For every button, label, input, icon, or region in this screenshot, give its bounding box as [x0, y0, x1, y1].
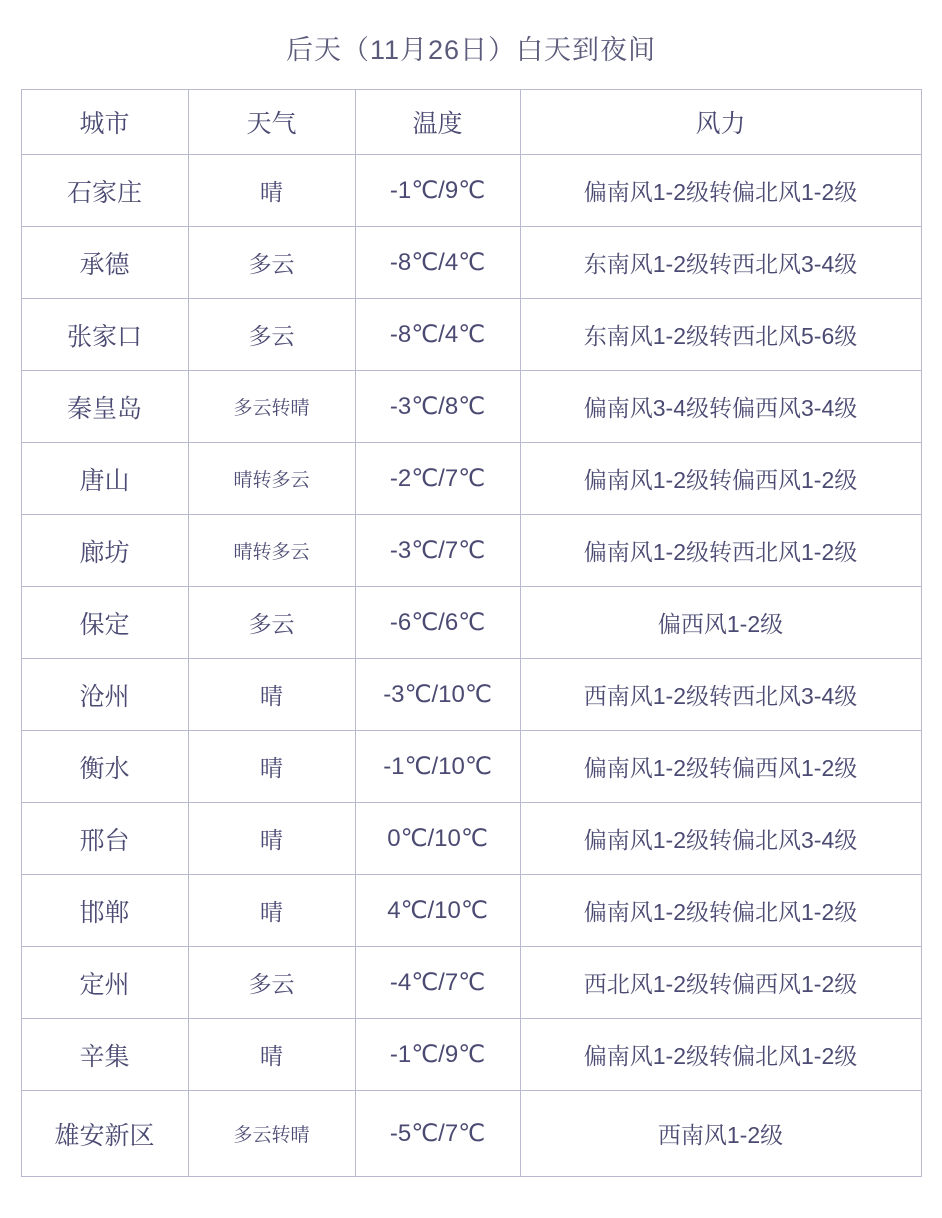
cell-wind: 东南风1-2级转西北风5-6级: [520, 299, 921, 371]
cell-temperature: -3℃/10℃: [355, 659, 520, 731]
cell-weather: 多云: [188, 299, 355, 371]
cell-city: 邯郸: [21, 875, 188, 947]
cell-city: 廊坊: [21, 515, 188, 587]
cell-wind: 东南风1-2级转西北风3-4级: [520, 227, 921, 299]
cell-city: 沧州: [21, 659, 188, 731]
cell-city: 雄安新区: [21, 1091, 188, 1177]
cell-temperature: -1℃/9℃: [355, 155, 520, 227]
table-row: [21, 155, 921, 227]
cell-temperature: -5℃/7℃: [355, 1091, 520, 1177]
table-row: [21, 803, 921, 875]
cell-temperature: -4℃/7℃: [355, 947, 520, 1019]
cell-wind: 偏南风1-2级转偏北风3-4级: [520, 803, 921, 875]
cell-city: 定州: [21, 947, 188, 1019]
table-row: [21, 659, 921, 731]
column-header-temperature: 温度: [355, 90, 520, 155]
cell-temperature: -3℃/8℃: [355, 371, 520, 443]
weather-table: [21, 89, 922, 1177]
cell-temperature: 0℃/10℃: [355, 803, 520, 875]
cell-weather: 多云: [188, 227, 355, 299]
cell-weather: 晴: [188, 659, 355, 731]
table-header: [21, 90, 921, 155]
cell-weather: 晴: [188, 875, 355, 947]
cell-weather: 多云: [188, 587, 355, 659]
column-header-city: 城市: [21, 90, 188, 155]
cell-city: 衡水: [21, 731, 188, 803]
table-row: [21, 515, 921, 587]
cell-weather: 晴: [188, 803, 355, 875]
cell-city: 石家庄: [21, 155, 188, 227]
cell-temperature: -8℃/4℃: [355, 299, 520, 371]
page-title: 后天（11月26日）白天到夜间: [285, 35, 657, 65]
table-row: [21, 875, 921, 947]
cell-wind: 偏南风1-2级转偏西风1-2级: [520, 731, 921, 803]
cell-wind: 偏南风1-2级转偏西风1-2级: [520, 443, 921, 515]
cell-wind: 西北风1-2级转偏西风1-2级: [520, 947, 921, 1019]
table-row: [21, 947, 921, 1019]
column-header-weather: 天气: [188, 90, 355, 155]
table-body: [21, 155, 921, 1177]
cell-weather: 晴: [188, 731, 355, 803]
cell-weather: 晴转多云: [188, 443, 355, 515]
cell-weather: 多云: [188, 947, 355, 1019]
table-row: [21, 443, 921, 515]
cell-city: 张家口: [21, 299, 188, 371]
cell-temperature: 4℃/10℃: [355, 875, 520, 947]
table-row: [21, 227, 921, 299]
cell-wind: 偏南风1-2级转偏北风1-2级: [520, 1019, 921, 1091]
table-header-row: [21, 90, 921, 155]
table-row: [21, 371, 921, 443]
table-row: [21, 299, 921, 371]
cell-temperature: -1℃/10℃: [355, 731, 520, 803]
cell-weather: 晴: [188, 1019, 355, 1091]
cell-temperature: -8℃/4℃: [355, 227, 520, 299]
table-row: [21, 587, 921, 659]
cell-wind: 偏西风1-2级: [520, 587, 921, 659]
cell-city: 辛集: [21, 1019, 188, 1091]
cell-weather: 多云转晴: [188, 1091, 355, 1177]
table-row: [21, 731, 921, 803]
cell-wind: 西南风1-2级: [520, 1091, 921, 1177]
cell-weather: 多云转晴: [188, 371, 355, 443]
cell-weather: 晴: [188, 155, 355, 227]
cell-wind: 偏南风1-2级转偏北风1-2级: [520, 875, 921, 947]
cell-weather: 晴转多云: [188, 515, 355, 587]
cell-temperature: -1℃/9℃: [355, 1019, 520, 1091]
cell-city: 邢台: [21, 803, 188, 875]
cell-temperature: -3℃/7℃: [355, 515, 520, 587]
column-header-wind: 风力: [520, 90, 921, 155]
cell-wind: 偏南风3-4级转偏西风3-4级: [520, 371, 921, 443]
table-row: [21, 1091, 921, 1177]
cell-city: 唐山: [21, 443, 188, 515]
cell-temperature: -2℃/7℃: [355, 443, 520, 515]
cell-city: 保定: [21, 587, 188, 659]
cell-city: 秦皇岛: [21, 371, 188, 443]
cell-city: 承德: [21, 227, 188, 299]
cell-wind: 西南风1-2级转西北风3-4级: [520, 659, 921, 731]
cell-wind: 偏南风1-2级转西北风1-2级: [520, 515, 921, 587]
cell-wind: 偏南风1-2级转偏北风1-2级: [520, 155, 921, 227]
cell-temperature: -6℃/6℃: [355, 587, 520, 659]
table-row: [21, 1019, 921, 1091]
